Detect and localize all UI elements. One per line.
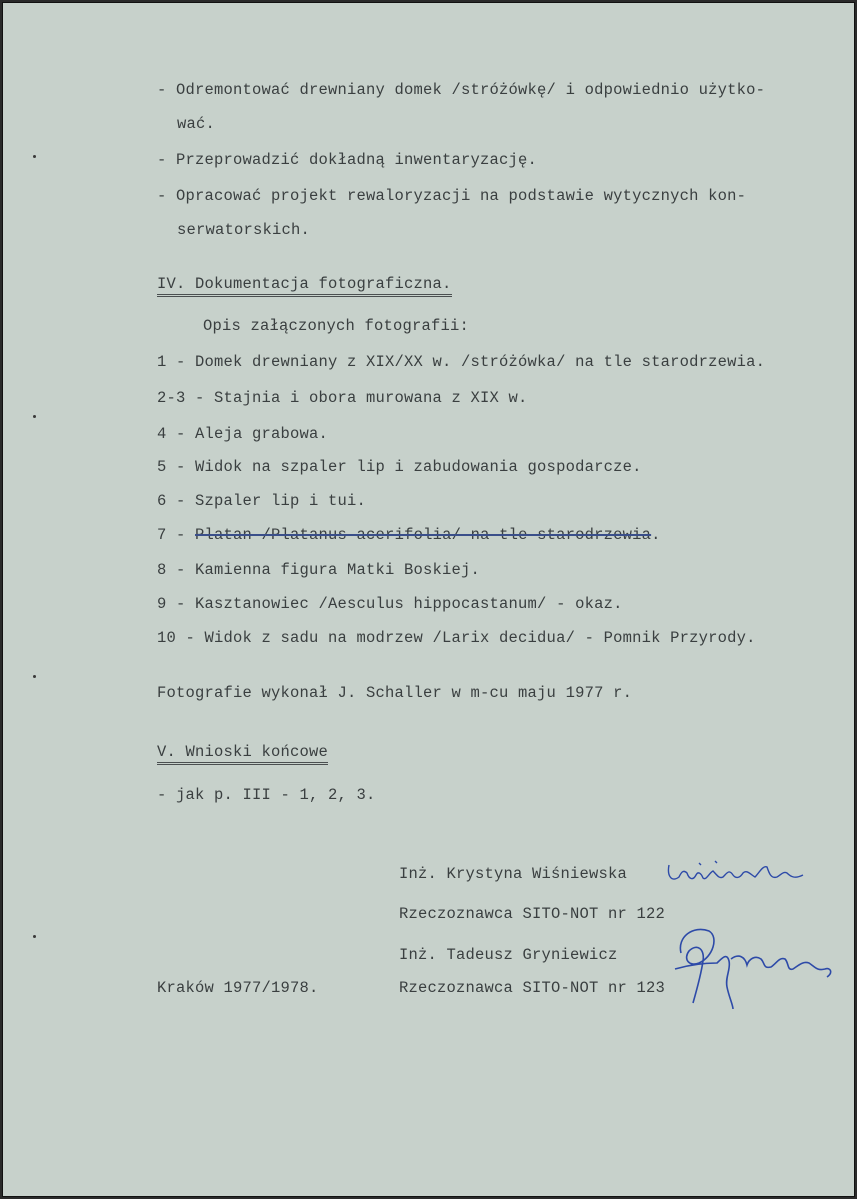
photo-item: 10 - Widok z sadu na modrzew /Larix decidua/ - Pomnik Przyrody.: [157, 629, 756, 647]
section-intro: Opis załączonych fotografii:: [203, 317, 470, 335]
photo-item: 2-3 - Stajnia i obora murowana z XIX w.: [157, 389, 528, 407]
bullet-line: - Opracować projekt rewaloryzacji na podstawie wytycznych kon-: [157, 187, 747, 205]
photo-note: Fotografie wykonał J. Schaller w m-cu maju 1977 r.: [157, 684, 633, 702]
signature-image: [667, 913, 837, 1009]
punch-mark: [33, 415, 36, 418]
bullet-line: serwatorskich.: [177, 221, 311, 239]
struck-text: Platan /Platanus acerifolia/ na tle starodrzewia: [195, 526, 652, 544]
photo-item: 1 - Domek drewniany z XIX/XX w. /stróżówka/ na tle starodrzewia.: [157, 353, 766, 371]
signatory-title: Rzeczoznawca SITO-NOT nr 122: [399, 905, 666, 923]
photo-item: 8 - Kamienna figura Matki Boskiej.: [157, 561, 481, 579]
photo-item: 5 - Widok na szpaler lip i zabudowania gospodarcze.: [157, 458, 642, 476]
item-end: .: [651, 526, 661, 544]
photo-item: 6 - Szpaler lip i tui.: [157, 492, 367, 510]
photo-item: 9 - Kasztanowiec /Aesculus hippocastanum/ - okaz.: [157, 595, 623, 613]
signatory-title: Rzeczoznawca SITO-NOT nr 123: [399, 979, 666, 997]
punch-mark: [33, 675, 36, 678]
signature-image: [663, 851, 813, 891]
bullet-line: wać.: [177, 115, 216, 133]
place-date: Kraków 1977/1978.: [157, 979, 319, 997]
signatory-name: Inż. Krystyna Wiśniewska: [399, 865, 628, 883]
punch-mark: [33, 935, 36, 938]
item-number: 7 -: [157, 526, 186, 544]
photo-item: 4 - Aleja grabowa.: [157, 425, 329, 443]
bullet-line: - Przeprowadzić dokładną inwentaryzację.: [157, 151, 538, 169]
signatory-name: Inż. Tadeusz Gryniewicz: [399, 946, 618, 964]
conclusion-text: - jak p. III - 1, 2, 3.: [157, 786, 376, 804]
section-heading: IV. Dokumentacja fotograficzna.: [157, 275, 452, 297]
section-heading: V. Wnioski końcowe: [157, 743, 328, 765]
photo-item-struck: [157, 526, 661, 544]
bullet-line: - Odremontować drewniany domek /stróżówkę/ i odpowiednio użytko-: [157, 81, 766, 99]
document-page: [2, 2, 855, 1197]
punch-mark: [33, 155, 36, 158]
